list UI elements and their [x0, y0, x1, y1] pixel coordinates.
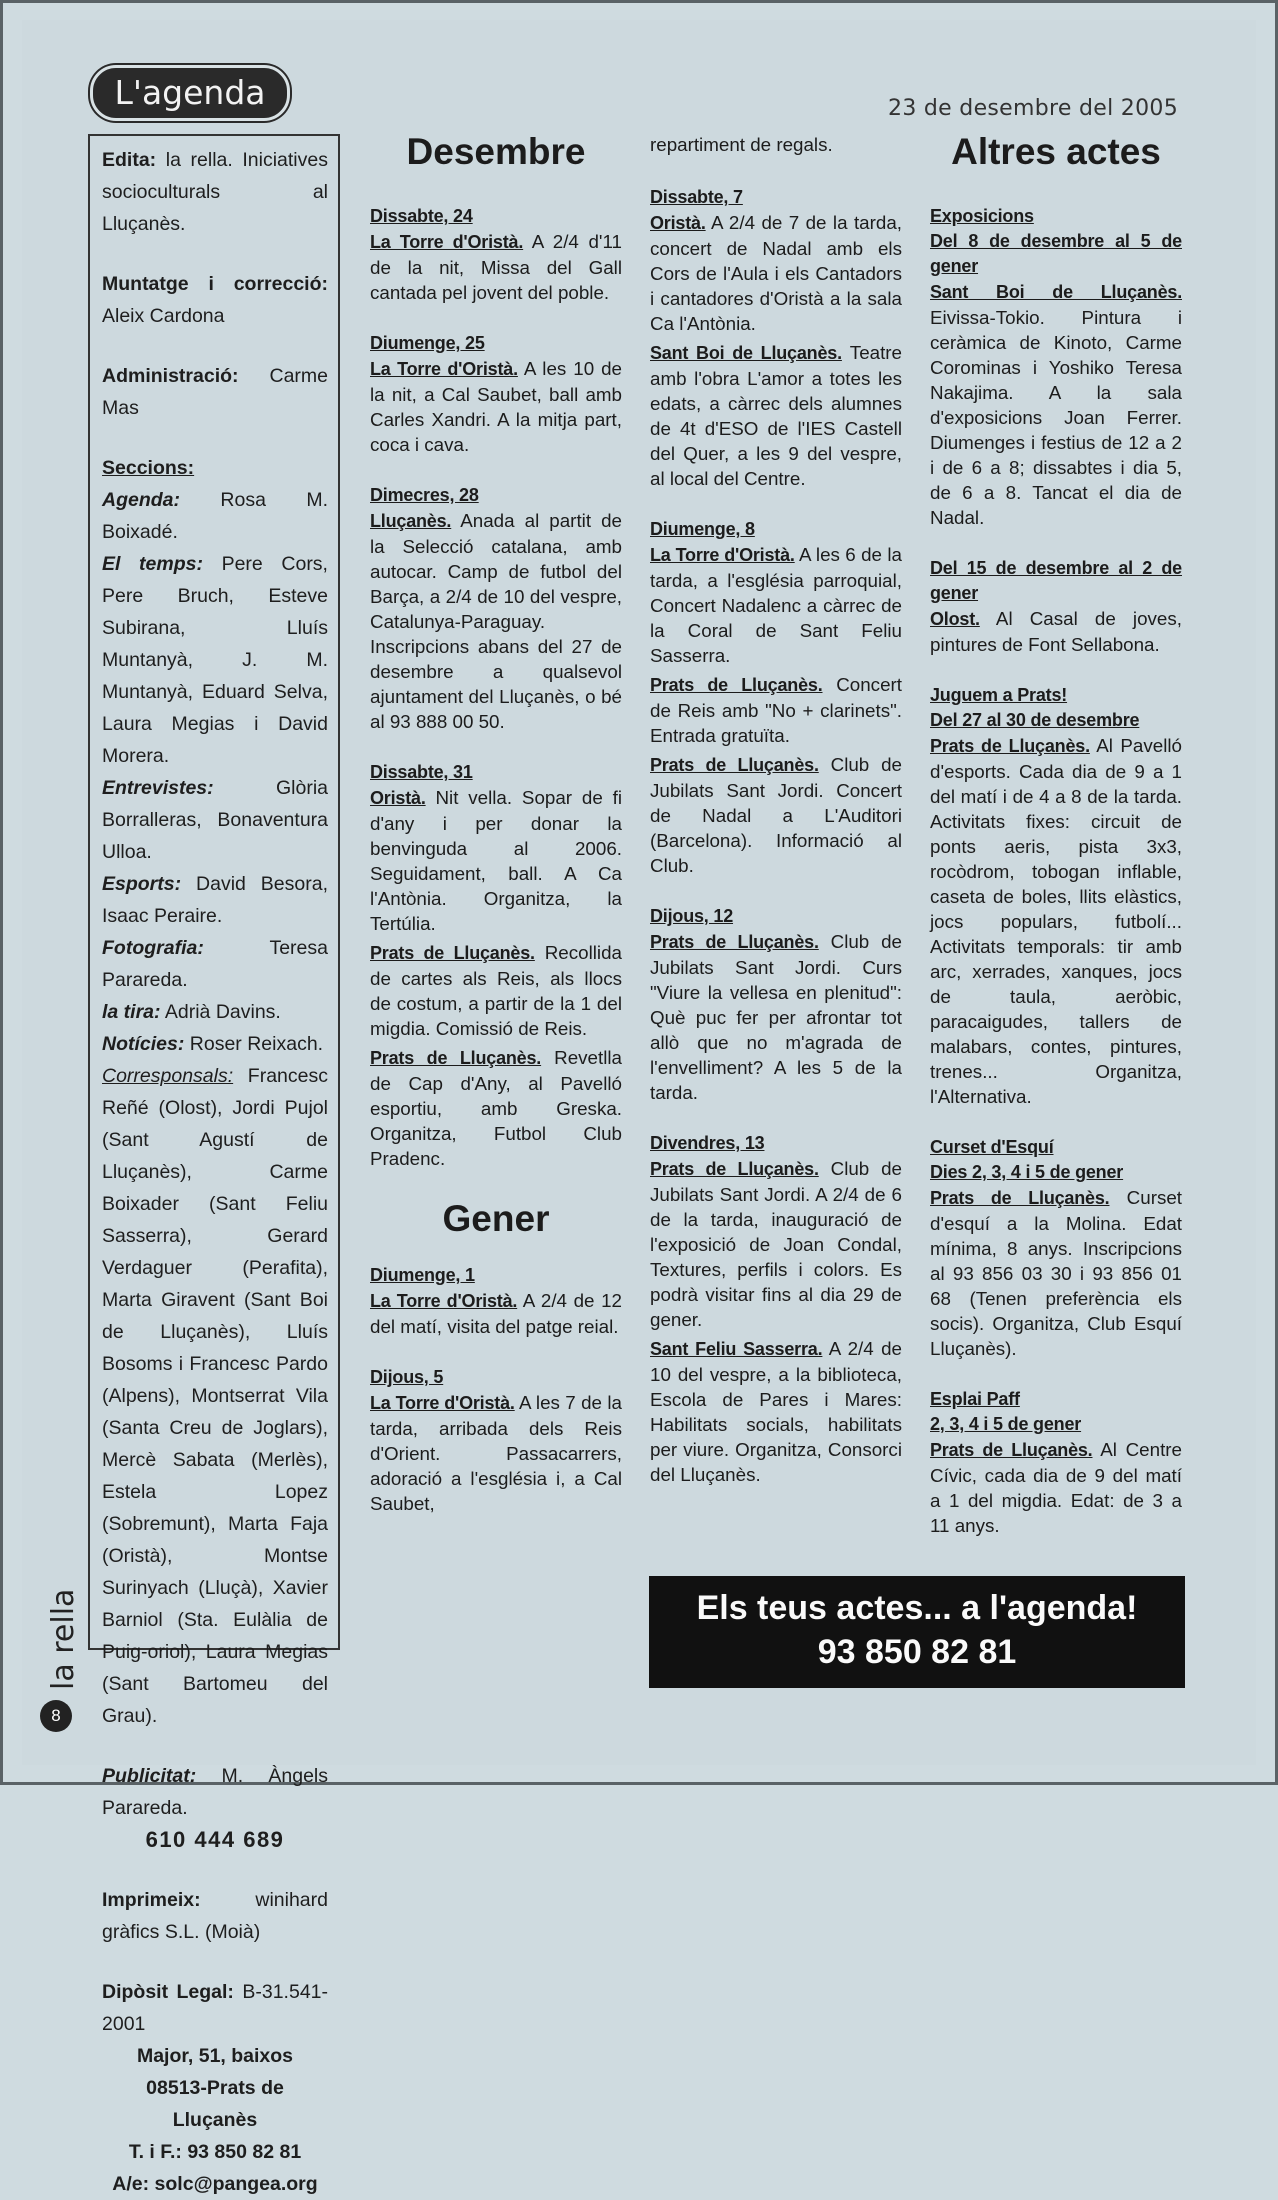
- credit-agenda: Agenda: Rosa M. Boixadé.: [102, 489, 328, 543]
- column-gener-continued: [650, 132, 902, 1513]
- event-text: A les 7 de la tarda, arribada dels Reis d'Orient. Passacarrers, adoració a l'església i, a Cal Saubet,: [370, 1392, 622, 1514]
- event-text: A 2/4 d'11 de la nit, Missa del Gall cantada pel jovent del poble.: [370, 231, 622, 303]
- event-place: Oristà.: [650, 213, 706, 233]
- event-entry: [370, 1365, 622, 1516]
- event-category: Juguem a Prats!: [930, 685, 1068, 705]
- event-entry: [930, 683, 1182, 1109]
- event-text: A 2/4 de 12 del matí, visita del patge reial.: [370, 1290, 622, 1337]
- event-text: Al Pavelló d'esports. Cada dia de 9 a 1 del matí i de 4 a 8 de la tarda. Activitats fixes: circuit de ponts aeris, pista 3x3, rocòdrom, tobogan inflable, caseta de boles, llits elàstics, jocs populars, futbolí... Activitats temporals: tir amb arc, xerrades, xanques, jocs de taula, aeròbic, paracaigudes, tallers de malabars, contes, pintures, trenes... Organitza, l'Alternativa.: [930, 735, 1183, 1107]
- event-entry: [930, 1135, 1182, 1361]
- event-place: Prats de Lluçanès.: [370, 1048, 542, 1068]
- event-place: Prats de Lluçanès.: [650, 932, 819, 952]
- event-text: Anada al partit de la Selecció catalana, amb autocar. Camp de futbol del Barça, a 2/4 de 10 del vespre, Catalunya-Paraguay. Inscripcions abans del 27 de desembre a qualsevol ajuntament del Lluçanès, o bé al 93 888 00 50.: [370, 510, 622, 732]
- credit-muntatge: Muntatge i correcció: Aleix Cardona: [102, 273, 328, 327]
- credit-tira: la tira: Adrià Davins.: [102, 1001, 281, 1023]
- event-entry: [370, 331, 622, 457]
- event-day: Dimecres, 28: [370, 485, 479, 505]
- event-entry: [930, 204, 1182, 530]
- event-text: Revetlla de Cap d'Any, al Pavelló esportiu, amb Greska. Organitza, Futbol Club Pradenc.: [370, 1047, 622, 1169]
- event-day: Diumenge, 1: [370, 1265, 475, 1285]
- issue-date: 23 de desembre del 2005: [888, 96, 1178, 121]
- event-category: Curset d'Esquí: [930, 1137, 1054, 1157]
- event-place: Prats de Lluçanès.: [930, 736, 1090, 756]
- event-place: Prats de Lluçanès.: [930, 1188, 1110, 1208]
- email-address[interactable]: A/e: solc@pangea.org: [112, 2173, 318, 2195]
- event-entry: [650, 904, 902, 1105]
- event-place: La Torre d'Oristà.: [370, 1393, 515, 1413]
- event-place: Oristà.: [370, 788, 426, 808]
- credit-esports: Esports: David Besora, Isaac Peraire.: [102, 873, 328, 927]
- column-desembre: [370, 130, 622, 1520]
- event-place: Lluçanès.: [370, 511, 452, 531]
- credit-temps: El temps: Pere Cors, Pere Bruch, Esteve Subirana, Lluís Muntanyà, J. M. Muntanyà, Eduard Selva, Laura Megias i David Morera.: [102, 553, 328, 767]
- credit-corresponsals: Corresponsals: Francesc Reñé (Olost), Jordi Pujol (Sant Agustí de Lluçanès), Carme Boixader (Sant Feliu Sasserra), Gerard Verdaguer (Perafita), Marta Giravent (Sant Boi de Lluçanès), Lluís Bosoms i Francesc Pardo (Alpens), Montserrat Vila (Santa Creu de Joglars), Mercè Sabata (Merlès), Estela Lopez (Sobremunt), Marta Faja (Oristà), Montse Surinyach (Lluçà), Xavier Barniol (Sta. Eulàlia de Puig-oriol), Laura Megias (Sant Bartomeu del Grau).: [102, 1065, 328, 1727]
- event-day: Dissabte, 7: [650, 187, 743, 207]
- event-day: Dissabte, 24: [370, 206, 473, 226]
- event-text: Al Casal de joves, pintures de Font Sellabona.: [930, 608, 1182, 655]
- event-text: Club de Jubilats Sant Jordi. A 2/4 de 6 de la tarda, inauguració de l'exposició de Joan Condal, Textures, perfils i colors. Es podrà visitar fins al dia 29 de gener.: [650, 1158, 903, 1330]
- event-entry: [930, 1387, 1182, 1538]
- credit-entrevistes: Entrevistes: Glòria Borralleras, Bonaventura Ulloa.: [102, 777, 328, 863]
- event-day: Del 8 de desembre al 5 de gener: [930, 231, 1182, 276]
- event-place: Sant Feliu Sasserra.: [650, 1339, 823, 1359]
- event-day: Diumenge, 8: [650, 519, 755, 539]
- event-text: Al Centre Cívic, cada dia de 9 del matí a 1 del migdia. Edat: de 3 a 11 anys.: [930, 1439, 1182, 1536]
- event-text: A les 6 de la tarda, a l'església parroquial, Concert Nadalenc a càrrec de la Coral de Sant Feliu Sasserra.: [650, 544, 902, 666]
- event-entry: [650, 752, 902, 878]
- event-place: La Torre d'Oristà.: [370, 1291, 518, 1311]
- event-place: Prats de Lluçanès.: [370, 943, 535, 963]
- event-place: Sant Boi de Lluçanès.: [650, 343, 842, 363]
- event-text: Club de Jubilats Sant Jordi. Concert de Nadal a L'Auditori (Barcelona). Informació al Club.: [650, 754, 903, 876]
- credit-edita: Edita: la rella. Iniciatives socioculturals al Lluçanès.: [102, 149, 328, 235]
- spine-label: la rella: [46, 1588, 81, 1690]
- event-day: Dies 2, 3, 4 i 5 de gener: [930, 1162, 1124, 1182]
- event-continuation: repartiment de regals.: [650, 134, 833, 155]
- event-day: Dijous, 12: [650, 906, 734, 926]
- event-entry: [370, 760, 622, 936]
- credits-box: [88, 134, 340, 2195]
- agenda-ad-banner: [649, 1576, 1185, 1688]
- address-line-1: Major, 51, baixos: [136, 2045, 294, 2067]
- event-category: Esplai Paff: [930, 1389, 1020, 1409]
- event-text: Club de Jubilats Sant Jordi. Curs "Viure la vellesa en plenitud": Què puc fer per afrontar tot allò que no m'agrada de l'envelliment? A les 5 de la tarda.: [650, 931, 903, 1103]
- event-place: Prats de Lluçanès.: [650, 1159, 819, 1179]
- event-place: Olost.: [930, 609, 980, 629]
- month-heading: Gener: [442, 1198, 550, 1239]
- credit-publicitat: Publicitat: M. Àngels Parareda.: [102, 1765, 328, 1819]
- address-line-2: 08513-Prats de Lluçanès: [146, 2077, 284, 2131]
- phone-fax: T. i F.: 93 850 82 81: [128, 2141, 302, 2163]
- event-day: Dijous, 5: [370, 1367, 444, 1387]
- event-place: La Torre d'Oristà.: [370, 232, 524, 252]
- section-title: L'agenda: [90, 65, 290, 121]
- month-heading: Desembre: [406, 131, 586, 172]
- event-day: Diumenge, 25: [370, 333, 485, 353]
- event-text: Teatre amb l'obra L'amor a totes les edats, a càrrec dels alumnes de 4t d'ESO de l'IES Castell del Quer, a les 9 del vespre, al local del Centre.: [650, 342, 903, 489]
- event-day: Divendres, 13: [650, 1133, 765, 1153]
- event-place: La Torre d'Oristà.: [650, 545, 795, 565]
- event-entry: [370, 940, 622, 1041]
- event-place: Prats de Lluçanès.: [930, 1440, 1093, 1460]
- event-text: A les 10 de la nit, a Cal Saubet, ball amb Carles Xandri. A la mitja part, coca i cava.: [370, 358, 622, 455]
- event-entry: [370, 483, 622, 734]
- event-text: A 2/4 de 7 de la tarda, concert de Nadal amb els Cors de l'Aula i els Cantadors i cantadores d'Oristà a la sala Ca l'Antònia.: [650, 212, 902, 334]
- column-altres-actes: [930, 130, 1182, 1564]
- event-entry: [930, 556, 1182, 657]
- credit-seccions-heading: Seccions:: [102, 457, 195, 479]
- event-day: Del 27 al 30 de desembre: [930, 710, 1140, 730]
- credit-fotografia: Fotografia: Teresa Parareda.: [102, 937, 328, 991]
- event-place: Prats de Lluçanès.: [650, 675, 823, 695]
- credit-noticies: Notícies: Roser Reixach.: [102, 1033, 324, 1055]
- event-entry: [650, 185, 902, 336]
- credit-diposit: Dipòsit Legal: B-31.541-2001: [102, 1981, 328, 2035]
- credit-imprimeix: Imprimeix: winihard gràfics S.L. (Moià): [102, 1889, 328, 1943]
- event-entry: [370, 1045, 622, 1171]
- event-entry: [370, 204, 622, 305]
- event-entry: [650, 672, 902, 748]
- page-number: 8: [40, 1700, 72, 1732]
- ad-tagline: Els teus actes... a l'agenda!: [696, 1589, 1138, 1627]
- event-entry: [370, 1263, 622, 1339]
- ad-phone: 93 850 82 81: [817, 1633, 1017, 1671]
- event-place: La Torre d'Oristà.: [370, 359, 518, 379]
- credit-administracio: Administració: Carme Mas: [102, 365, 328, 419]
- event-text: A 2/4 de 10 del vespre, a la biblioteca, Escola de Pares i Mares: Habilitats socials, habilitats per viure. Organitza, Consorci del Lluçanès.: [650, 1338, 902, 1485]
- event-text: Nit vella. Sopar de fi d'any i per donar la benvinguda al 2006. Seguidament, ball. A Ca l'Antònia. Organitza, la Tertúlia.: [370, 787, 622, 934]
- event-place: Prats de Lluçanès.: [650, 755, 819, 775]
- event-text: Recollida de cartes als Reis, als llocs de costum, a partir de la 1 del migdia. Comissió de Reis.: [370, 942, 622, 1039]
- event-entry: [650, 1336, 902, 1487]
- event-text: Curset d'esquí a la Molina. Edat mínima, 8 anys. Inscripcions al 93 856 03 30 i 93 856 01 68 (Tenen preferència els socis). Organitza, Club Esquí Lluçanès).: [930, 1187, 1182, 1359]
- event-place: Sant Boi de Lluçanès.: [930, 282, 1182, 302]
- event-entry: [650, 340, 902, 491]
- credit-publicitat-phone: 610 444 689: [145, 1827, 285, 1852]
- event-day: Dissabte, 31: [370, 762, 473, 782]
- event-text: Concert de Reis amb "No + clarinets". Entrada gratuïta.: [650, 674, 902, 746]
- event-day: 2, 3, 4 i 5 de gener: [930, 1414, 1082, 1434]
- event-entry: [650, 1131, 902, 1332]
- event-category: Exposicions: [930, 206, 1034, 226]
- section-heading: Altres actes: [951, 131, 1161, 172]
- event-text: Eivissa-Tokio. Pintura i ceràmica de Kinoto, Carme Corominas i Yoshiko Teresa Nakajima. A la sala d'exposicions Joan Ferrer. Diumenges i festius de 12 a 2 i de 6 a 8; dissabtes i dia 5, de 6 a 8. Tancat el dia de Nadal.: [930, 307, 1182, 528]
- event-day: Del 15 de desembre al 2 de gener: [930, 558, 1182, 603]
- event-entry: [650, 517, 902, 668]
